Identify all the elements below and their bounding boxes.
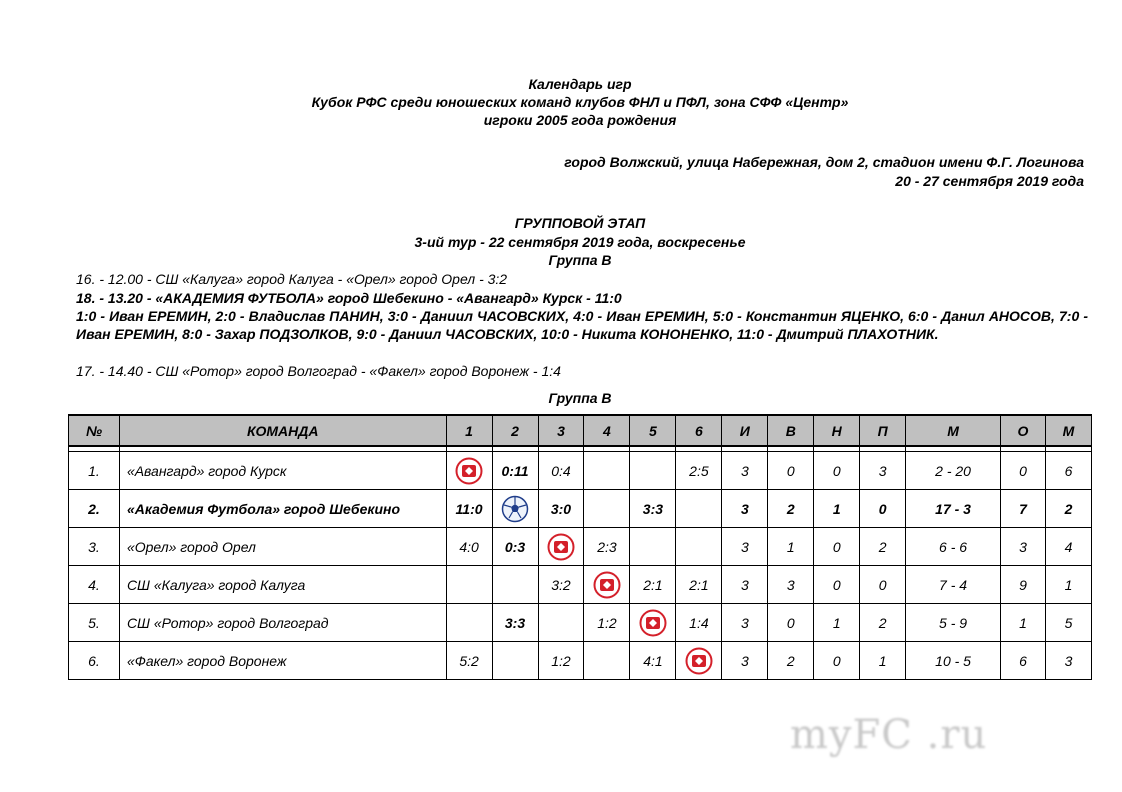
result-cell: 11:0 <box>446 490 492 528</box>
result-cell: 0:4 <box>538 452 584 490</box>
result-cell: 4:1 <box>630 642 676 680</box>
self-cell <box>676 642 722 680</box>
result-cell <box>630 528 676 566</box>
stage-title: ГРУППОВОЙ ЭТАП <box>514 215 646 231</box>
table-row <box>69 566 1092 604</box>
team-name: «Авангард» город Курск <box>119 452 446 490</box>
col-losses: П <box>860 415 906 446</box>
games-cell: 3 <box>722 528 768 566</box>
losses-cell: 3 <box>860 452 906 490</box>
wins-cell: 0 <box>768 452 814 490</box>
table-row <box>69 604 1092 642</box>
table-title: Группа B <box>548 390 612 406</box>
standings-table <box>68 414 1092 680</box>
losses-cell: 0 <box>860 490 906 528</box>
table-row <box>69 490 1092 528</box>
losses-cell: 1 <box>860 642 906 680</box>
wins-cell: 3 <box>768 566 814 604</box>
points-cell: 6 <box>1001 642 1046 680</box>
header-venue: город Волжский, улица Набережная, дом 2, стадион имени Ф.Г. Логинова <box>564 154 1084 170</box>
result-cell <box>676 490 722 528</box>
result-cell: 2:3 <box>584 528 630 566</box>
place-cell: 2 <box>1045 490 1091 528</box>
result-cell: 2:1 <box>630 566 676 604</box>
col-place: М <box>1045 415 1091 446</box>
wins-cell: 1 <box>768 528 814 566</box>
col-wins: В <box>768 415 814 446</box>
result-cell <box>492 642 538 680</box>
table-row <box>69 642 1092 680</box>
row-number: 5. <box>69 604 120 642</box>
games-cell: 3 <box>722 642 768 680</box>
points-cell: 1 <box>1001 604 1046 642</box>
row-number: 2. <box>69 490 120 528</box>
header-title: Календарь игр <box>528 76 632 92</box>
goals-cell: 6 - 6 <box>906 528 1001 566</box>
match-17: 17. - 14.40 - СШ «Ротор» город Волгоград - «Факел» город Воронеж - 1:4 <box>76 363 561 379</box>
match-18-scorers: 1:0 - Иван ЕРЕМИН, 2:0 - Владислав ПАНИН, 3:0 - Даниил ЧАСОВСКИХ, 4:0 - Иван ЕРЕМИН, 5:0 - Константин ЯЦЕНКО, 6:0 - Данил АНОСОВ, 7:0 - Иван ЕРЕМИН, 8:0 - Захар ПОДЗОЛКОВ, 9:0 - Даниил ЧАСОВСКИХ, 10:0 - Никита КОНОНЕНКО, 11:0 - Дмитрий ПЛАХОТНИК. <box>76 308 1088 342</box>
result-cell <box>676 528 722 566</box>
col-number: № <box>69 415 120 446</box>
club-emblem-icon <box>455 457 483 485</box>
soccer-ball-icon <box>501 495 529 523</box>
match-18: 18. - 13.20 - «АКАДЕМИЯ ФУТБОЛА» город Шебекино - «Авангард» Курск - 11:0 <box>76 290 622 306</box>
wins-cell: 2 <box>768 642 814 680</box>
col-team: КОМАНДА <box>119 415 446 446</box>
points-cell: 0 <box>1001 452 1046 490</box>
col-opp-5: 5 <box>630 415 676 446</box>
result-cell: 3:0 <box>538 490 584 528</box>
place-cell: 1 <box>1045 566 1091 604</box>
place-cell: 4 <box>1045 528 1091 566</box>
table-row <box>69 528 1092 566</box>
club-emblem-icon <box>593 571 621 599</box>
header-dates: 20 - 27 сентября 2019 года <box>895 173 1084 189</box>
self-cell <box>584 566 630 604</box>
col-games: И <box>722 415 768 446</box>
col-points: О <box>1001 415 1046 446</box>
col-goals: М <box>906 415 1001 446</box>
club-emblem-icon <box>685 647 713 675</box>
points-cell: 3 <box>1001 528 1046 566</box>
draws-cell: 1 <box>814 490 860 528</box>
games-cell: 3 <box>722 566 768 604</box>
result-cell <box>584 642 630 680</box>
match-16: 16. - 12.00 - СШ «Калуга» город Калуга - «Орел» город Орел - 3:2 <box>76 271 508 287</box>
wins-cell: 2 <box>768 490 814 528</box>
games-cell: 3 <box>722 490 768 528</box>
wins-cell: 0 <box>768 604 814 642</box>
team-name: «Академия Футбола» город Шебекино <box>119 490 446 528</box>
goals-cell: 2 - 20 <box>906 452 1001 490</box>
club-emblem-icon <box>639 609 667 637</box>
col-opp-1: 1 <box>446 415 492 446</box>
losses-cell: 2 <box>860 528 906 566</box>
col-opp-6: 6 <box>676 415 722 446</box>
games-cell: 3 <box>722 604 768 642</box>
col-opp-2: 2 <box>492 415 538 446</box>
result-cell: 1:2 <box>584 604 630 642</box>
result-cell <box>446 566 492 604</box>
team-name: «Факел» город Воронеж <box>119 642 446 680</box>
row-number: 3. <box>69 528 120 566</box>
result-cell: 2:5 <box>676 452 722 490</box>
losses-cell: 0 <box>860 566 906 604</box>
result-cell: 1:2 <box>538 642 584 680</box>
header-cup: Кубок РФС среди юношеских команд клубов ФНЛ и ПФЛ, зона СФФ «Центр» <box>311 94 849 110</box>
result-cell <box>446 604 492 642</box>
team-name: «Орел» город Орел <box>119 528 446 566</box>
self-cell <box>492 490 538 528</box>
table-row <box>69 452 1092 490</box>
result-cell <box>630 452 676 490</box>
result-cell: 4:0 <box>446 528 492 566</box>
draws-cell: 1 <box>814 604 860 642</box>
self-cell <box>446 452 492 490</box>
draws-cell: 0 <box>814 528 860 566</box>
goals-cell: 5 - 9 <box>906 604 1001 642</box>
result-cell: 3:3 <box>630 490 676 528</box>
self-cell <box>538 528 584 566</box>
result-cell: 0:3 <box>492 528 538 566</box>
club-emblem-icon <box>547 533 575 561</box>
col-draws: Н <box>814 415 860 446</box>
draws-cell: 0 <box>814 566 860 604</box>
table-header-row <box>69 415 1092 446</box>
row-number: 4. <box>69 566 120 604</box>
result-cell: 0:11 <box>492 452 538 490</box>
header-age: игроки 2005 года рождения <box>483 112 677 128</box>
result-cell: 2:1 <box>676 566 722 604</box>
result-cell: 3:3 <box>492 604 538 642</box>
row-number: 6. <box>69 642 120 680</box>
result-cell <box>584 452 630 490</box>
result-cell: 1:4 <box>676 604 722 642</box>
points-cell: 7 <box>1001 490 1046 528</box>
team-name: СШ «Калуга» город Калуга <box>119 566 446 604</box>
team-name: СШ «Ротор» город Волгоград <box>119 604 446 642</box>
draws-cell: 0 <box>814 642 860 680</box>
row-number: 1. <box>69 452 120 490</box>
result-cell <box>492 566 538 604</box>
watermark: myFC .ru <box>790 712 988 758</box>
games-cell: 3 <box>722 452 768 490</box>
col-opp-4: 4 <box>584 415 630 446</box>
goals-cell: 10 - 5 <box>906 642 1001 680</box>
self-cell <box>630 604 676 642</box>
result-cell <box>584 490 630 528</box>
result-cell <box>538 604 584 642</box>
result-cell: 3:2 <box>538 566 584 604</box>
stage-group: Группа B <box>548 252 612 268</box>
stage-round: 3-ий тур - 22 сентября 2019 года, воскресенье <box>414 234 746 250</box>
goals-cell: 7 - 4 <box>906 566 1001 604</box>
points-cell: 9 <box>1001 566 1046 604</box>
losses-cell: 2 <box>860 604 906 642</box>
goals-cell: 17 - 3 <box>906 490 1001 528</box>
draws-cell: 0 <box>814 452 860 490</box>
place-cell: 6 <box>1045 452 1091 490</box>
result-cell: 5:2 <box>446 642 492 680</box>
place-cell: 5 <box>1045 604 1091 642</box>
col-opp-3: 3 <box>538 415 584 446</box>
place-cell: 3 <box>1045 642 1091 680</box>
